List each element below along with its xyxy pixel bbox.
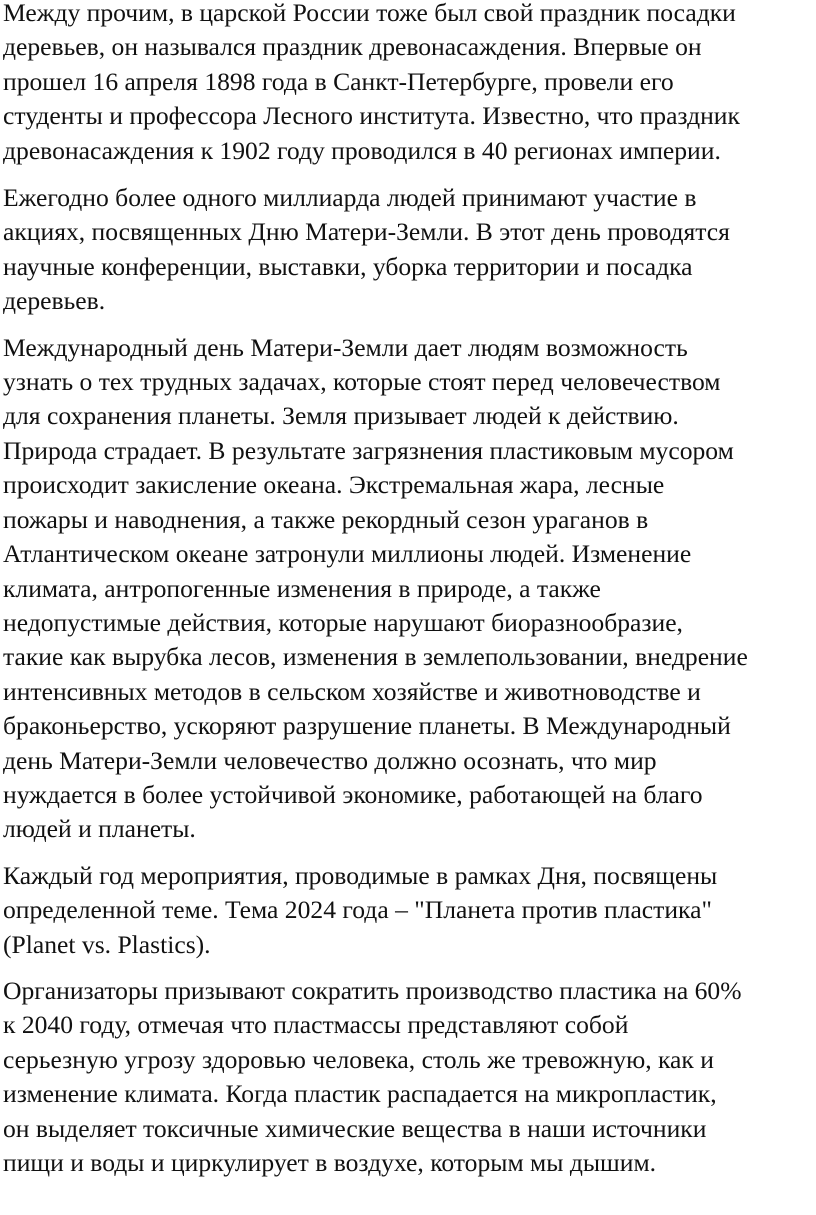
text-line: Организаторы призывают сократить производство пластика на 60% — [3, 975, 742, 1005]
text-line: Между прочим, в царской России тоже был свой праздник посадки — [3, 0, 736, 27]
text-line: Природа страдает. В результате загрязнения пластиковым мусором — [3, 435, 734, 465]
text-line: пожары и наводнения, а также рекордный сезон ураганов в — [3, 504, 649, 534]
text-line: происходит закисление океана. Экстремальная жара, лесные — [3, 470, 665, 500]
text-line: людей и планеты. — [3, 814, 196, 844]
text-line: пищи и воды и циркулирует в воздухе, которым мы дышим. — [3, 1148, 657, 1177]
text-line: недопустимые действия, которые нарушают биоразнообразие, — [3, 607, 683, 637]
text-line: студенты и профессора Лесного института. Известно, что праздник — [3, 101, 740, 131]
text-line: (Planet vs. Plastics). — [3, 929, 211, 959]
text-line: нуждается в более устойчивой экономике, работающей на благо — [3, 779, 703, 809]
text-line: он выделяет токсичные химические вещества в наши источники — [3, 1113, 707, 1143]
text-line: интенсивных методов в сельском хозяйстве и животноводстве и — [3, 676, 701, 706]
text-line: такие как вырубка лесов, изменения в землепользовании, внедрение — [3, 642, 748, 672]
paragraph-billion-participants — [3, 181, 816, 319]
text-line: изменение климата. Когда пластик распадается на микропластик, — [3, 1079, 717, 1109]
paragraph-plastic-reduction — [3, 974, 816, 1180]
text-line: узнать о тех трудных задачах, которые стоят перед человечеством — [3, 367, 721, 397]
text-line: деревьев. — [3, 286, 106, 316]
paragraph-2024-theme — [3, 859, 816, 962]
text-line: акциях, посвященных Дню Матери-Земли. В этот день проводятся — [3, 217, 730, 247]
text-line: браконьерство, ускоряют разрушение планеты. В Международный — [3, 711, 731, 741]
text-line: прошел 16 апреля 1898 года в Санкт-Петербурге, провели его — [3, 66, 674, 96]
text-line: определенной теме. Тема 2024 года – "Планета против пластика" — [3, 895, 712, 925]
text-line: Ежегодно более одного миллиарда людей принимают участие в — [3, 183, 697, 213]
text-line: климата, антропогенные изменения в природе, а также — [3, 573, 601, 603]
text-line: Международный день Матери-Земли дает людям возможность — [3, 332, 688, 362]
paragraph-earth-day-challenges — [3, 331, 816, 847]
text-line: Каждый год мероприятия, проводимые в рамках Дня, посвящены — [3, 860, 718, 890]
text-line: день Матери-Земли человечество должно осознать, что мир — [3, 745, 657, 775]
text-line: деревьев, он назывался праздник древонасаждения. Впервые он — [3, 32, 702, 62]
text-line: для сохранения планеты. Земля призывает людей к действию. — [3, 401, 679, 431]
text-line: к 2040 году, отмечая что пластмассы представляют собой — [3, 1010, 629, 1040]
text-line: серьезную угрозу здоровью человека, столь же тревожную, как и — [3, 1044, 714, 1074]
text-line: Атлантическом океане затронули миллионы людей. Изменение — [3, 539, 692, 569]
paragraph-tsarist-russia-tree-planting — [3, 0, 816, 168]
text-line: древонасаждения к 1902 году проводился в 40 регионах империи. — [3, 135, 721, 165]
text-line: научные конференции, выставки, уборка территории и посадка — [3, 251, 693, 281]
